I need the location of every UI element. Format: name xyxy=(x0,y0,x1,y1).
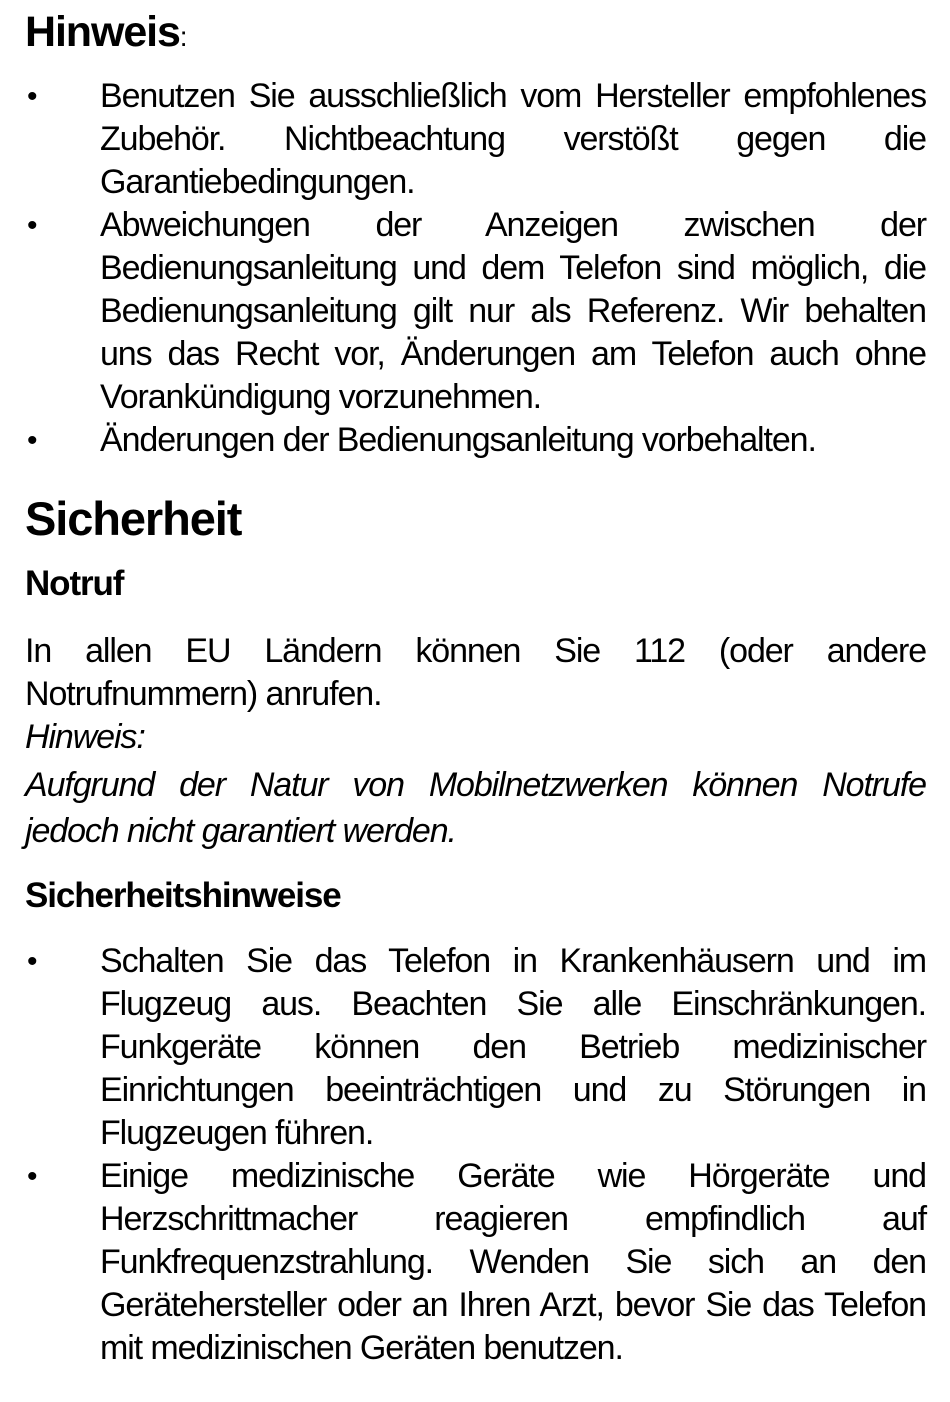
list-item-text: Einige medizinische Geräte wie Hörgeräte und Herzschrittmacher reagieren empfindlich auf Funkfrequenzstrahlung. Wenden Sie sich an den Gerätehersteller oder an Ihren Arzt, bevor Sie das Telefon mit medizinischen Geräten benutzen. xyxy=(100,1157,926,1367)
list-item-text: Benutzen Sie ausschließlich vom Hersteller empfohlenes Zubehör. Nichtbeachtung verstößt gegen die Garantiebedingungen. xyxy=(100,77,926,201)
list-item-text: Abweichungen der Anzeigen zwischen der Bedienungsanleitung und dem Telefon sind möglich, die Bedienungsanleitung gilt nur als Referenz. Wir behalten uns das Recht vor, Änderungen am Telefon auch ohne Vorankündigung vorzunehmen. xyxy=(100,206,926,416)
sicherheitshinweise-list xyxy=(25,940,926,1370)
hinweis-heading-colon: : xyxy=(179,21,187,52)
bullet-icon: • xyxy=(27,424,37,457)
list-item xyxy=(25,419,926,462)
list-item xyxy=(25,1155,926,1370)
bullet-icon: • xyxy=(27,80,37,113)
hinweis-heading-text: Hinweis xyxy=(25,8,180,56)
list-item xyxy=(25,204,926,419)
hinweis-heading xyxy=(25,0,926,63)
notruf-note-text: Aufgrund der Natur von Mobilnetzwerken können Notrufe jedoch nicht garantiert werden. xyxy=(25,766,926,850)
hinweis-list xyxy=(25,75,926,462)
notruf-note-label: Hinweis: xyxy=(25,718,145,756)
bullet-icon: • xyxy=(27,945,37,978)
list-item-text: Schalten Sie das Telefon in Krankenhäusern und im Flugzeug aus. Beachten Sie alle Einschränkungen. Funkgeräte können den Betrieb medizinischer Einrichtungen beeinträchtigen und zu Störungen in Flugzeugen führen. xyxy=(100,942,926,1152)
sicherheit-heading: Sicherheit xyxy=(25,492,242,545)
notruf-paragraph: In allen EU Ländern können Sie 112 (oder andere Notrufnummern) anrufen. xyxy=(25,632,926,713)
list-item-text: Änderungen der Bedienungsanleitung vorbehalten. xyxy=(100,421,816,459)
bullet-icon: • xyxy=(27,209,37,242)
list-item xyxy=(25,940,926,1155)
list-item xyxy=(25,75,926,204)
sicherheitshinweise-heading: Sicherheitshinweise xyxy=(25,876,341,915)
bullet-icon: • xyxy=(27,1160,37,1193)
notruf-heading: Notruf xyxy=(25,564,124,603)
